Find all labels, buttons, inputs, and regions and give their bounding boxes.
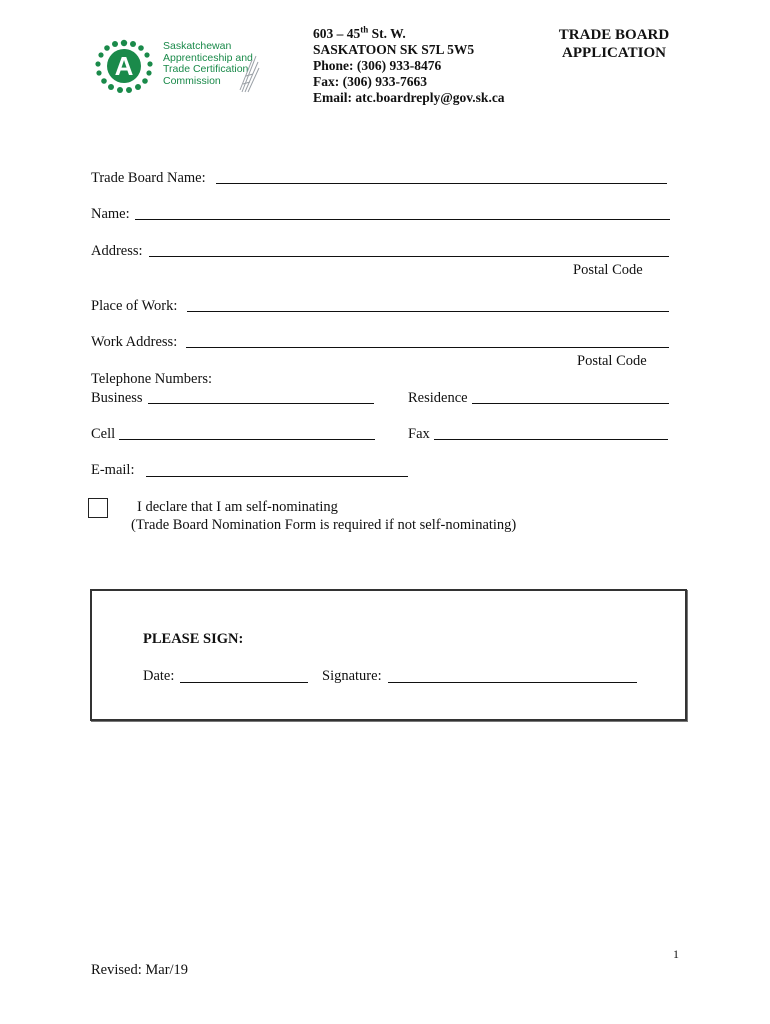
date-label: Date: bbox=[143, 668, 175, 684]
document-title-line-1: TRADE BOARD bbox=[558, 27, 670, 43]
fax-label: Fax bbox=[408, 426, 430, 442]
logo bbox=[92, 38, 262, 96]
residence-label: Residence bbox=[408, 390, 468, 406]
declare-note: (Trade Board Nomination Form is required if not self-nominating) bbox=[131, 517, 517, 533]
work-address-label: Work Address: bbox=[91, 334, 178, 350]
cell-phone-field[interactable] bbox=[119, 439, 375, 440]
work-postal-code-label: Postal Code bbox=[577, 353, 647, 369]
signature-field[interactable] bbox=[388, 682, 637, 683]
email-label: E-mail: bbox=[91, 462, 135, 478]
address-field[interactable] bbox=[149, 256, 669, 257]
signature-box bbox=[90, 589, 687, 721]
residence-phone-field[interactable] bbox=[472, 403, 669, 404]
revised-date: Revised: Mar/19 bbox=[91, 962, 189, 978]
address-fax: Fax: (306) 933-7663 bbox=[313, 74, 427, 89]
org-name-line-1: Saskatchewan bbox=[163, 40, 232, 52]
address-phone: Phone: (306) 933-8476 bbox=[313, 58, 442, 73]
fax-field[interactable] bbox=[434, 439, 668, 440]
org-name-line-3: Trade Certification bbox=[163, 63, 249, 75]
work-address-field[interactable] bbox=[186, 347, 669, 348]
cell-label: Cell bbox=[91, 426, 116, 442]
date-field[interactable] bbox=[180, 682, 308, 683]
postal-code-label: Postal Code bbox=[573, 262, 643, 278]
org-name-line-4: Commission bbox=[163, 74, 221, 87]
address-label: Address: bbox=[91, 243, 143, 259]
logo-letter: A bbox=[114, 51, 134, 81]
trade-board-name-field[interactable] bbox=[216, 183, 667, 184]
business-label: Business bbox=[91, 390, 143, 406]
address-street: 603 – 45th St. W. bbox=[313, 24, 406, 41]
signature-label: Signature: bbox=[322, 668, 382, 684]
trade-board-name-label: Trade Board Name: bbox=[91, 170, 206, 186]
document-title bbox=[552, 26, 676, 62]
place-of-work-label: Place of Work: bbox=[91, 298, 178, 314]
document-title-line-2: APPLICATION bbox=[562, 45, 666, 61]
page-number: 1 bbox=[673, 947, 679, 961]
name-label: Name: bbox=[91, 206, 130, 222]
name-field[interactable] bbox=[135, 219, 670, 220]
declare-text: I declare that I am self-nominating bbox=[137, 499, 338, 515]
telephone-numbers-label: Telephone Numbers: bbox=[91, 371, 212, 387]
wheat-icon bbox=[238, 54, 260, 94]
please-sign-heading: PLEASE SIGN: bbox=[143, 631, 244, 647]
org-name-line-2: Apprenticeship and bbox=[163, 51, 253, 64]
address-block bbox=[313, 26, 505, 106]
business-phone-field[interactable] bbox=[148, 403, 374, 404]
address-city: SASKATOON SK S7L 5W5 bbox=[313, 42, 475, 57]
email-field[interactable] bbox=[146, 476, 408, 477]
address-email: Email: atc.boardreply@gov.sk.ca bbox=[313, 90, 505, 105]
place-of-work-field[interactable] bbox=[187, 311, 669, 312]
self-nominating-checkbox[interactable] bbox=[88, 498, 108, 518]
